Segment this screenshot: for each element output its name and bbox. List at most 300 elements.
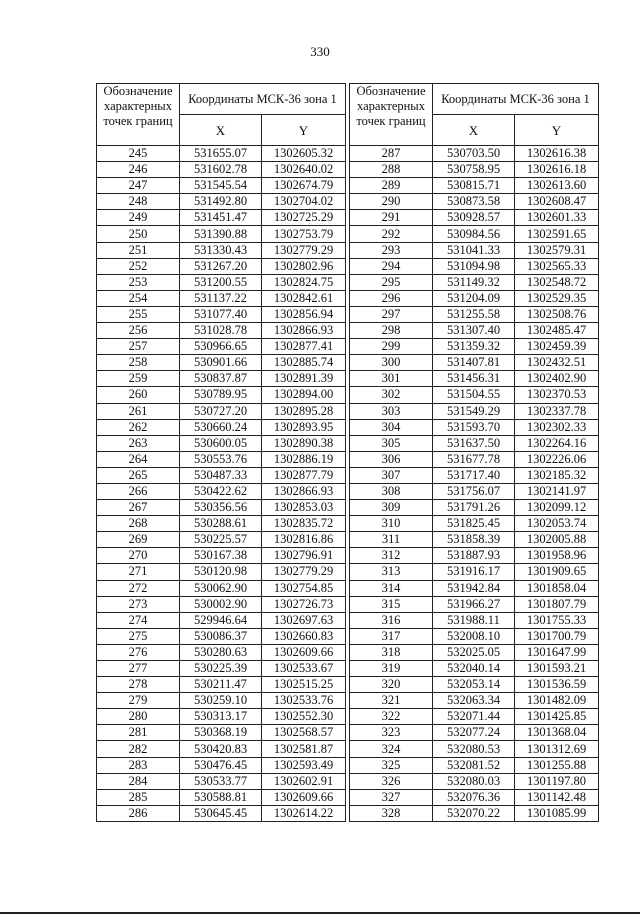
table-row [97, 516, 346, 532]
x-coordinate-cell: 529946.64 [180, 612, 262, 628]
table-row [97, 644, 346, 660]
x-coordinate-cell: 531077.40 [180, 306, 262, 322]
y-coordinate-cell: 1301255.88 [515, 757, 599, 773]
x-coordinate-cell: 530225.57 [180, 532, 262, 548]
x-coordinate-cell: 531041.33 [433, 242, 515, 258]
point-number-cell: 247 [97, 178, 180, 194]
x-coordinate-cell: 530288.61 [180, 516, 262, 532]
header-y-label: Y [262, 115, 346, 146]
point-number-cell: 319 [350, 661, 433, 677]
point-number-cell: 267 [97, 500, 180, 516]
table-row [350, 805, 599, 821]
x-coordinate-cell: 531717.40 [433, 467, 515, 483]
table-row [350, 258, 599, 274]
x-coordinate-cell: 532053.14 [433, 677, 515, 693]
point-number-cell: 326 [350, 773, 433, 789]
table-row [97, 387, 346, 403]
y-coordinate-cell: 1302779.29 [262, 564, 346, 580]
point-number-cell: 282 [97, 741, 180, 757]
point-number-cell: 268 [97, 516, 180, 532]
table-row [350, 387, 599, 403]
point-number-cell: 277 [97, 661, 180, 677]
y-coordinate-cell: 1302816.86 [262, 532, 346, 548]
x-coordinate-cell: 530727.20 [180, 403, 262, 419]
x-coordinate-cell: 531988.11 [433, 612, 515, 628]
x-coordinate-cell: 531655.07 [180, 146, 262, 162]
point-number-cell: 245 [97, 146, 180, 162]
x-coordinate-cell: 531602.78 [180, 162, 262, 178]
table-row [350, 661, 599, 677]
point-number-cell: 287 [350, 146, 433, 162]
point-number-cell: 309 [350, 500, 433, 516]
table-row [97, 757, 346, 773]
table-row [97, 178, 346, 194]
y-coordinate-cell: 1302796.91 [262, 548, 346, 564]
x-coordinate-cell: 532025.05 [433, 644, 515, 660]
point-number-cell: 265 [97, 467, 180, 483]
x-coordinate-cell: 530815.71 [433, 178, 515, 194]
x-coordinate-cell: 532008.10 [433, 628, 515, 644]
y-coordinate-cell: 1302302.33 [515, 419, 599, 435]
y-coordinate-cell: 1302552.30 [262, 709, 346, 725]
page-number: 330 [310, 44, 330, 59]
x-coordinate-cell: 530984.56 [433, 226, 515, 242]
x-coordinate-cell: 530167.38 [180, 548, 262, 564]
x-coordinate-cell: 530422.62 [180, 483, 262, 499]
x-coordinate-cell: 530487.33 [180, 467, 262, 483]
table-row [97, 580, 346, 596]
point-number-cell: 297 [350, 306, 433, 322]
y-coordinate-cell: 1302581.87 [262, 741, 346, 757]
y-coordinate-cell: 1302802.96 [262, 258, 346, 274]
point-number-cell: 324 [350, 741, 433, 757]
x-coordinate-cell: 531028.78 [180, 323, 262, 339]
y-coordinate-cell: 1301858.04 [515, 580, 599, 596]
point-number-cell: 254 [97, 290, 180, 306]
point-number-cell: 290 [350, 194, 433, 210]
table-row [350, 612, 599, 628]
y-coordinate-cell: 1301197.80 [515, 773, 599, 789]
x-coordinate-cell: 531593.70 [433, 419, 515, 435]
y-coordinate-cell: 1302053.74 [515, 516, 599, 532]
x-coordinate-cell: 532040.14 [433, 661, 515, 677]
x-coordinate-cell: 530533.77 [180, 773, 262, 789]
x-coordinate-cell: 530928.57 [433, 210, 515, 226]
y-coordinate-cell: 1302616.18 [515, 162, 599, 178]
x-coordinate-cell: 530225.39 [180, 661, 262, 677]
x-coordinate-cell: 530758.95 [433, 162, 515, 178]
y-coordinate-cell: 1302842.61 [262, 290, 346, 306]
y-coordinate-cell: 1302697.63 [262, 612, 346, 628]
table-row [350, 500, 599, 516]
x-coordinate-cell: 530588.81 [180, 789, 262, 805]
point-number-cell: 278 [97, 677, 180, 693]
table-row [350, 194, 599, 210]
table-row [97, 741, 346, 757]
y-coordinate-cell: 1302609.66 [262, 644, 346, 660]
table-row [350, 483, 599, 499]
x-coordinate-cell: 531390.88 [180, 226, 262, 242]
table-row [350, 403, 599, 419]
table-row [350, 242, 599, 258]
table-row [350, 709, 599, 725]
coordinates-table-right [349, 83, 599, 822]
point-number-cell: 315 [350, 596, 433, 612]
y-coordinate-cell: 1302856.94 [262, 306, 346, 322]
table-row [350, 725, 599, 741]
table-row [350, 178, 599, 194]
table-row [97, 773, 346, 789]
point-number-cell: 316 [350, 612, 433, 628]
y-coordinate-cell: 1302779.29 [262, 242, 346, 258]
x-coordinate-cell: 532076.36 [433, 789, 515, 805]
table-row [350, 516, 599, 532]
point-number-cell: 261 [97, 403, 180, 419]
x-coordinate-cell: 531330.43 [180, 242, 262, 258]
x-coordinate-cell: 531200.55 [180, 274, 262, 290]
x-coordinate-cell: 531307.40 [433, 323, 515, 339]
y-coordinate-cell: 1302459.39 [515, 339, 599, 355]
y-coordinate-cell: 1302605.32 [262, 146, 346, 162]
table-row [350, 371, 599, 387]
y-coordinate-cell: 1302877.41 [262, 339, 346, 355]
table-row [97, 258, 346, 274]
point-number-cell: 246 [97, 162, 180, 178]
y-coordinate-cell: 1302753.79 [262, 226, 346, 242]
x-coordinate-cell: 531094.98 [433, 258, 515, 274]
x-coordinate-cell: 532063.34 [433, 693, 515, 709]
x-coordinate-cell: 531677.78 [433, 451, 515, 467]
table-row [97, 677, 346, 693]
x-coordinate-cell: 531137.22 [180, 290, 262, 306]
y-coordinate-cell: 1302674.79 [262, 178, 346, 194]
x-coordinate-cell: 530356.56 [180, 500, 262, 516]
y-coordinate-cell: 1302185.32 [515, 467, 599, 483]
point-number-cell: 295 [350, 274, 433, 290]
point-number-cell: 312 [350, 548, 433, 564]
x-coordinate-cell: 530901.66 [180, 355, 262, 371]
y-coordinate-cell: 1302893.95 [262, 419, 346, 435]
point-number-cell: 274 [97, 612, 180, 628]
header-coords-label: Координаты МСК-36 зона 1 [433, 84, 599, 115]
table-row [97, 467, 346, 483]
point-number-cell: 289 [350, 178, 433, 194]
table-row [350, 290, 599, 306]
x-coordinate-cell: 531825.45 [433, 516, 515, 532]
x-coordinate-cell: 530002.90 [180, 596, 262, 612]
x-coordinate-cell: 531545.54 [180, 178, 262, 194]
x-coordinate-cell: 532080.03 [433, 773, 515, 789]
point-number-cell: 253 [97, 274, 180, 290]
table-row [97, 661, 346, 677]
y-coordinate-cell: 1302370.53 [515, 387, 599, 403]
y-coordinate-cell: 1302616.38 [515, 146, 599, 162]
table-row [97, 805, 346, 821]
point-number-cell: 311 [350, 532, 433, 548]
table-row [97, 403, 346, 419]
table-row [97, 628, 346, 644]
point-number-cell: 318 [350, 644, 433, 660]
table-row [350, 274, 599, 290]
x-coordinate-cell: 531756.07 [433, 483, 515, 499]
table-row [350, 580, 599, 596]
y-coordinate-cell: 1302608.47 [515, 194, 599, 210]
point-number-cell: 284 [97, 773, 180, 789]
point-number-cell: 272 [97, 580, 180, 596]
table-body-left [97, 146, 346, 822]
y-coordinate-cell: 1302704.02 [262, 194, 346, 210]
point-number-cell: 322 [350, 709, 433, 725]
x-coordinate-cell: 530873.58 [433, 194, 515, 210]
x-coordinate-cell: 531451.47 [180, 210, 262, 226]
table-row [350, 355, 599, 371]
table-row [97, 226, 346, 242]
x-coordinate-cell: 531149.32 [433, 274, 515, 290]
point-number-cell: 291 [350, 210, 433, 226]
y-coordinate-cell: 1302601.33 [515, 210, 599, 226]
y-coordinate-cell: 1302508.76 [515, 306, 599, 322]
point-number-cell: 249 [97, 210, 180, 226]
table-row [350, 435, 599, 451]
y-coordinate-cell: 1302485.47 [515, 323, 599, 339]
table-row [97, 162, 346, 178]
x-coordinate-cell: 530313.17 [180, 709, 262, 725]
table-row [97, 242, 346, 258]
y-coordinate-cell: 1302754.85 [262, 580, 346, 596]
table-row [97, 564, 346, 580]
y-coordinate-cell: 1302591.65 [515, 226, 599, 242]
x-coordinate-cell: 530368.19 [180, 725, 262, 741]
x-coordinate-cell: 531504.55 [433, 387, 515, 403]
point-number-cell: 269 [97, 532, 180, 548]
point-number-cell: 314 [350, 580, 433, 596]
y-coordinate-cell: 1302660.83 [262, 628, 346, 644]
point-number-cell: 288 [350, 162, 433, 178]
table-row [350, 628, 599, 644]
y-coordinate-cell: 1301482.09 [515, 693, 599, 709]
table-row [97, 290, 346, 306]
y-coordinate-cell: 1302613.60 [515, 178, 599, 194]
point-number-cell: 300 [350, 355, 433, 371]
point-number-cell: 252 [97, 258, 180, 274]
point-number-cell: 298 [350, 323, 433, 339]
y-coordinate-cell: 1302886.19 [262, 451, 346, 467]
table-row [97, 532, 346, 548]
x-coordinate-cell: 530837.87 [180, 371, 262, 387]
x-coordinate-cell: 531966.27 [433, 596, 515, 612]
table-row [97, 483, 346, 499]
table-row [97, 419, 346, 435]
table-row [350, 596, 599, 612]
y-coordinate-cell: 1302402.90 [515, 371, 599, 387]
table-row [350, 306, 599, 322]
x-coordinate-cell: 530280.63 [180, 644, 262, 660]
y-coordinate-cell: 1302602.91 [262, 773, 346, 789]
y-coordinate-cell: 1302226.06 [515, 451, 599, 467]
point-number-cell: 323 [350, 725, 433, 741]
point-number-cell: 285 [97, 789, 180, 805]
point-number-cell: 257 [97, 339, 180, 355]
table-row [97, 693, 346, 709]
point-number-cell: 302 [350, 387, 433, 403]
point-number-cell: 296 [350, 290, 433, 306]
y-coordinate-cell: 1302548.72 [515, 274, 599, 290]
point-number-cell: 260 [97, 387, 180, 403]
point-number-cell: 279 [97, 693, 180, 709]
point-number-cell: 299 [350, 339, 433, 355]
y-coordinate-cell: 1301593.21 [515, 661, 599, 677]
point-number-cell: 255 [97, 306, 180, 322]
table-row [350, 564, 599, 580]
y-coordinate-cell: 1301909.65 [515, 564, 599, 580]
y-coordinate-cell: 1302835.72 [262, 516, 346, 532]
point-number-cell: 305 [350, 435, 433, 451]
table-row [97, 435, 346, 451]
table-row [350, 773, 599, 789]
table-row [350, 339, 599, 355]
x-coordinate-cell: 530120.98 [180, 564, 262, 580]
table-row [97, 612, 346, 628]
table-row [97, 274, 346, 290]
table-row [97, 725, 346, 741]
table-row [350, 789, 599, 805]
x-coordinate-cell: 531942.84 [433, 580, 515, 596]
y-coordinate-cell: 1301425.85 [515, 709, 599, 725]
x-coordinate-cell: 530062.90 [180, 580, 262, 596]
point-number-cell: 259 [97, 371, 180, 387]
y-coordinate-cell: 1302432.51 [515, 355, 599, 371]
point-number-cell: 256 [97, 323, 180, 339]
point-number-cell: 251 [97, 242, 180, 258]
y-coordinate-cell: 1301368.04 [515, 725, 599, 741]
table-row [97, 210, 346, 226]
y-coordinate-cell: 1302568.57 [262, 725, 346, 741]
point-number-cell: 325 [350, 757, 433, 773]
table-row [97, 146, 346, 162]
x-coordinate-cell: 530645.45 [180, 805, 262, 821]
x-coordinate-cell: 530966.65 [180, 339, 262, 355]
header-y-label: Y [515, 115, 599, 146]
table-row [350, 451, 599, 467]
x-coordinate-cell: 530553.76 [180, 451, 262, 467]
x-coordinate-cell: 531267.20 [180, 258, 262, 274]
x-coordinate-cell: 531407.81 [433, 355, 515, 371]
x-coordinate-cell: 532070.22 [433, 805, 515, 821]
x-coordinate-cell: 531359.32 [433, 339, 515, 355]
x-coordinate-cell: 530420.83 [180, 741, 262, 757]
y-coordinate-cell: 1301700.79 [515, 628, 599, 644]
y-coordinate-cell: 1301536.59 [515, 677, 599, 693]
x-coordinate-cell: 531456.31 [433, 371, 515, 387]
point-number-cell: 273 [97, 596, 180, 612]
y-coordinate-cell: 1302565.33 [515, 258, 599, 274]
x-coordinate-cell: 531791.26 [433, 500, 515, 516]
header-coords-label: Координаты МСК-36 зона 1 [180, 84, 346, 115]
y-coordinate-cell: 1302515.25 [262, 677, 346, 693]
y-coordinate-cell: 1302895.28 [262, 403, 346, 419]
point-number-cell: 280 [97, 709, 180, 725]
table-row [97, 500, 346, 516]
x-coordinate-cell: 531887.93 [433, 548, 515, 564]
y-coordinate-cell: 1302877.79 [262, 467, 346, 483]
bottom-rule [0, 912, 640, 914]
table-row [350, 532, 599, 548]
table-row [350, 693, 599, 709]
point-number-cell: 264 [97, 451, 180, 467]
point-number-cell: 283 [97, 757, 180, 773]
y-coordinate-cell: 1301312.69 [515, 741, 599, 757]
point-number-cell: 275 [97, 628, 180, 644]
x-coordinate-cell: 530600.05 [180, 435, 262, 451]
table-row [97, 789, 346, 805]
x-coordinate-cell: 532071.44 [433, 709, 515, 725]
point-number-cell: 270 [97, 548, 180, 564]
table-row [97, 323, 346, 339]
y-coordinate-cell: 1302529.35 [515, 290, 599, 306]
header-x-label: X [433, 115, 515, 146]
table-row [350, 677, 599, 693]
table-row [350, 644, 599, 660]
table-body-right [350, 146, 599, 822]
x-coordinate-cell: 530211.47 [180, 677, 262, 693]
y-coordinate-cell: 1302141.97 [515, 483, 599, 499]
y-coordinate-cell: 1302099.12 [515, 500, 599, 516]
header-x-label: X [180, 115, 262, 146]
table-row [350, 419, 599, 435]
table-row [97, 709, 346, 725]
y-coordinate-cell: 1301142.48 [515, 789, 599, 805]
point-number-cell: 310 [350, 516, 433, 532]
y-coordinate-cell: 1301958.96 [515, 548, 599, 564]
x-coordinate-cell: 531492.80 [180, 194, 262, 210]
x-coordinate-cell: 532080.53 [433, 741, 515, 757]
y-coordinate-cell: 1302609.66 [262, 789, 346, 805]
table-row [350, 741, 599, 757]
x-coordinate-cell: 530703.50 [433, 146, 515, 162]
table-row [350, 210, 599, 226]
y-coordinate-cell: 1302593.49 [262, 757, 346, 773]
y-coordinate-cell: 1302264.16 [515, 435, 599, 451]
table-row [350, 146, 599, 162]
point-number-cell: 263 [97, 435, 180, 451]
table-row [350, 548, 599, 564]
table-row [97, 548, 346, 564]
point-number-cell: 301 [350, 371, 433, 387]
y-coordinate-cell: 1302891.39 [262, 371, 346, 387]
point-number-cell: 294 [350, 258, 433, 274]
y-coordinate-cell: 1302640.02 [262, 162, 346, 178]
y-coordinate-cell: 1302894.00 [262, 387, 346, 403]
point-number-cell: 307 [350, 467, 433, 483]
table-row [97, 451, 346, 467]
header-point-label: Обозначение характерных точек границ [97, 84, 180, 146]
y-coordinate-cell: 1302533.67 [262, 661, 346, 677]
x-coordinate-cell: 530789.95 [180, 387, 262, 403]
x-coordinate-cell: 530259.10 [180, 693, 262, 709]
table-row [97, 596, 346, 612]
point-number-cell: 293 [350, 242, 433, 258]
point-number-cell: 286 [97, 805, 180, 821]
point-number-cell: 304 [350, 419, 433, 435]
y-coordinate-cell: 1302614.22 [262, 805, 346, 821]
coordinates-table-left [96, 83, 346, 822]
y-coordinate-cell: 1301085.99 [515, 805, 599, 821]
y-coordinate-cell: 1302866.93 [262, 323, 346, 339]
table-row [97, 339, 346, 355]
x-coordinate-cell: 531255.58 [433, 306, 515, 322]
y-coordinate-cell: 1302824.75 [262, 274, 346, 290]
y-coordinate-cell: 1302726.73 [262, 596, 346, 612]
